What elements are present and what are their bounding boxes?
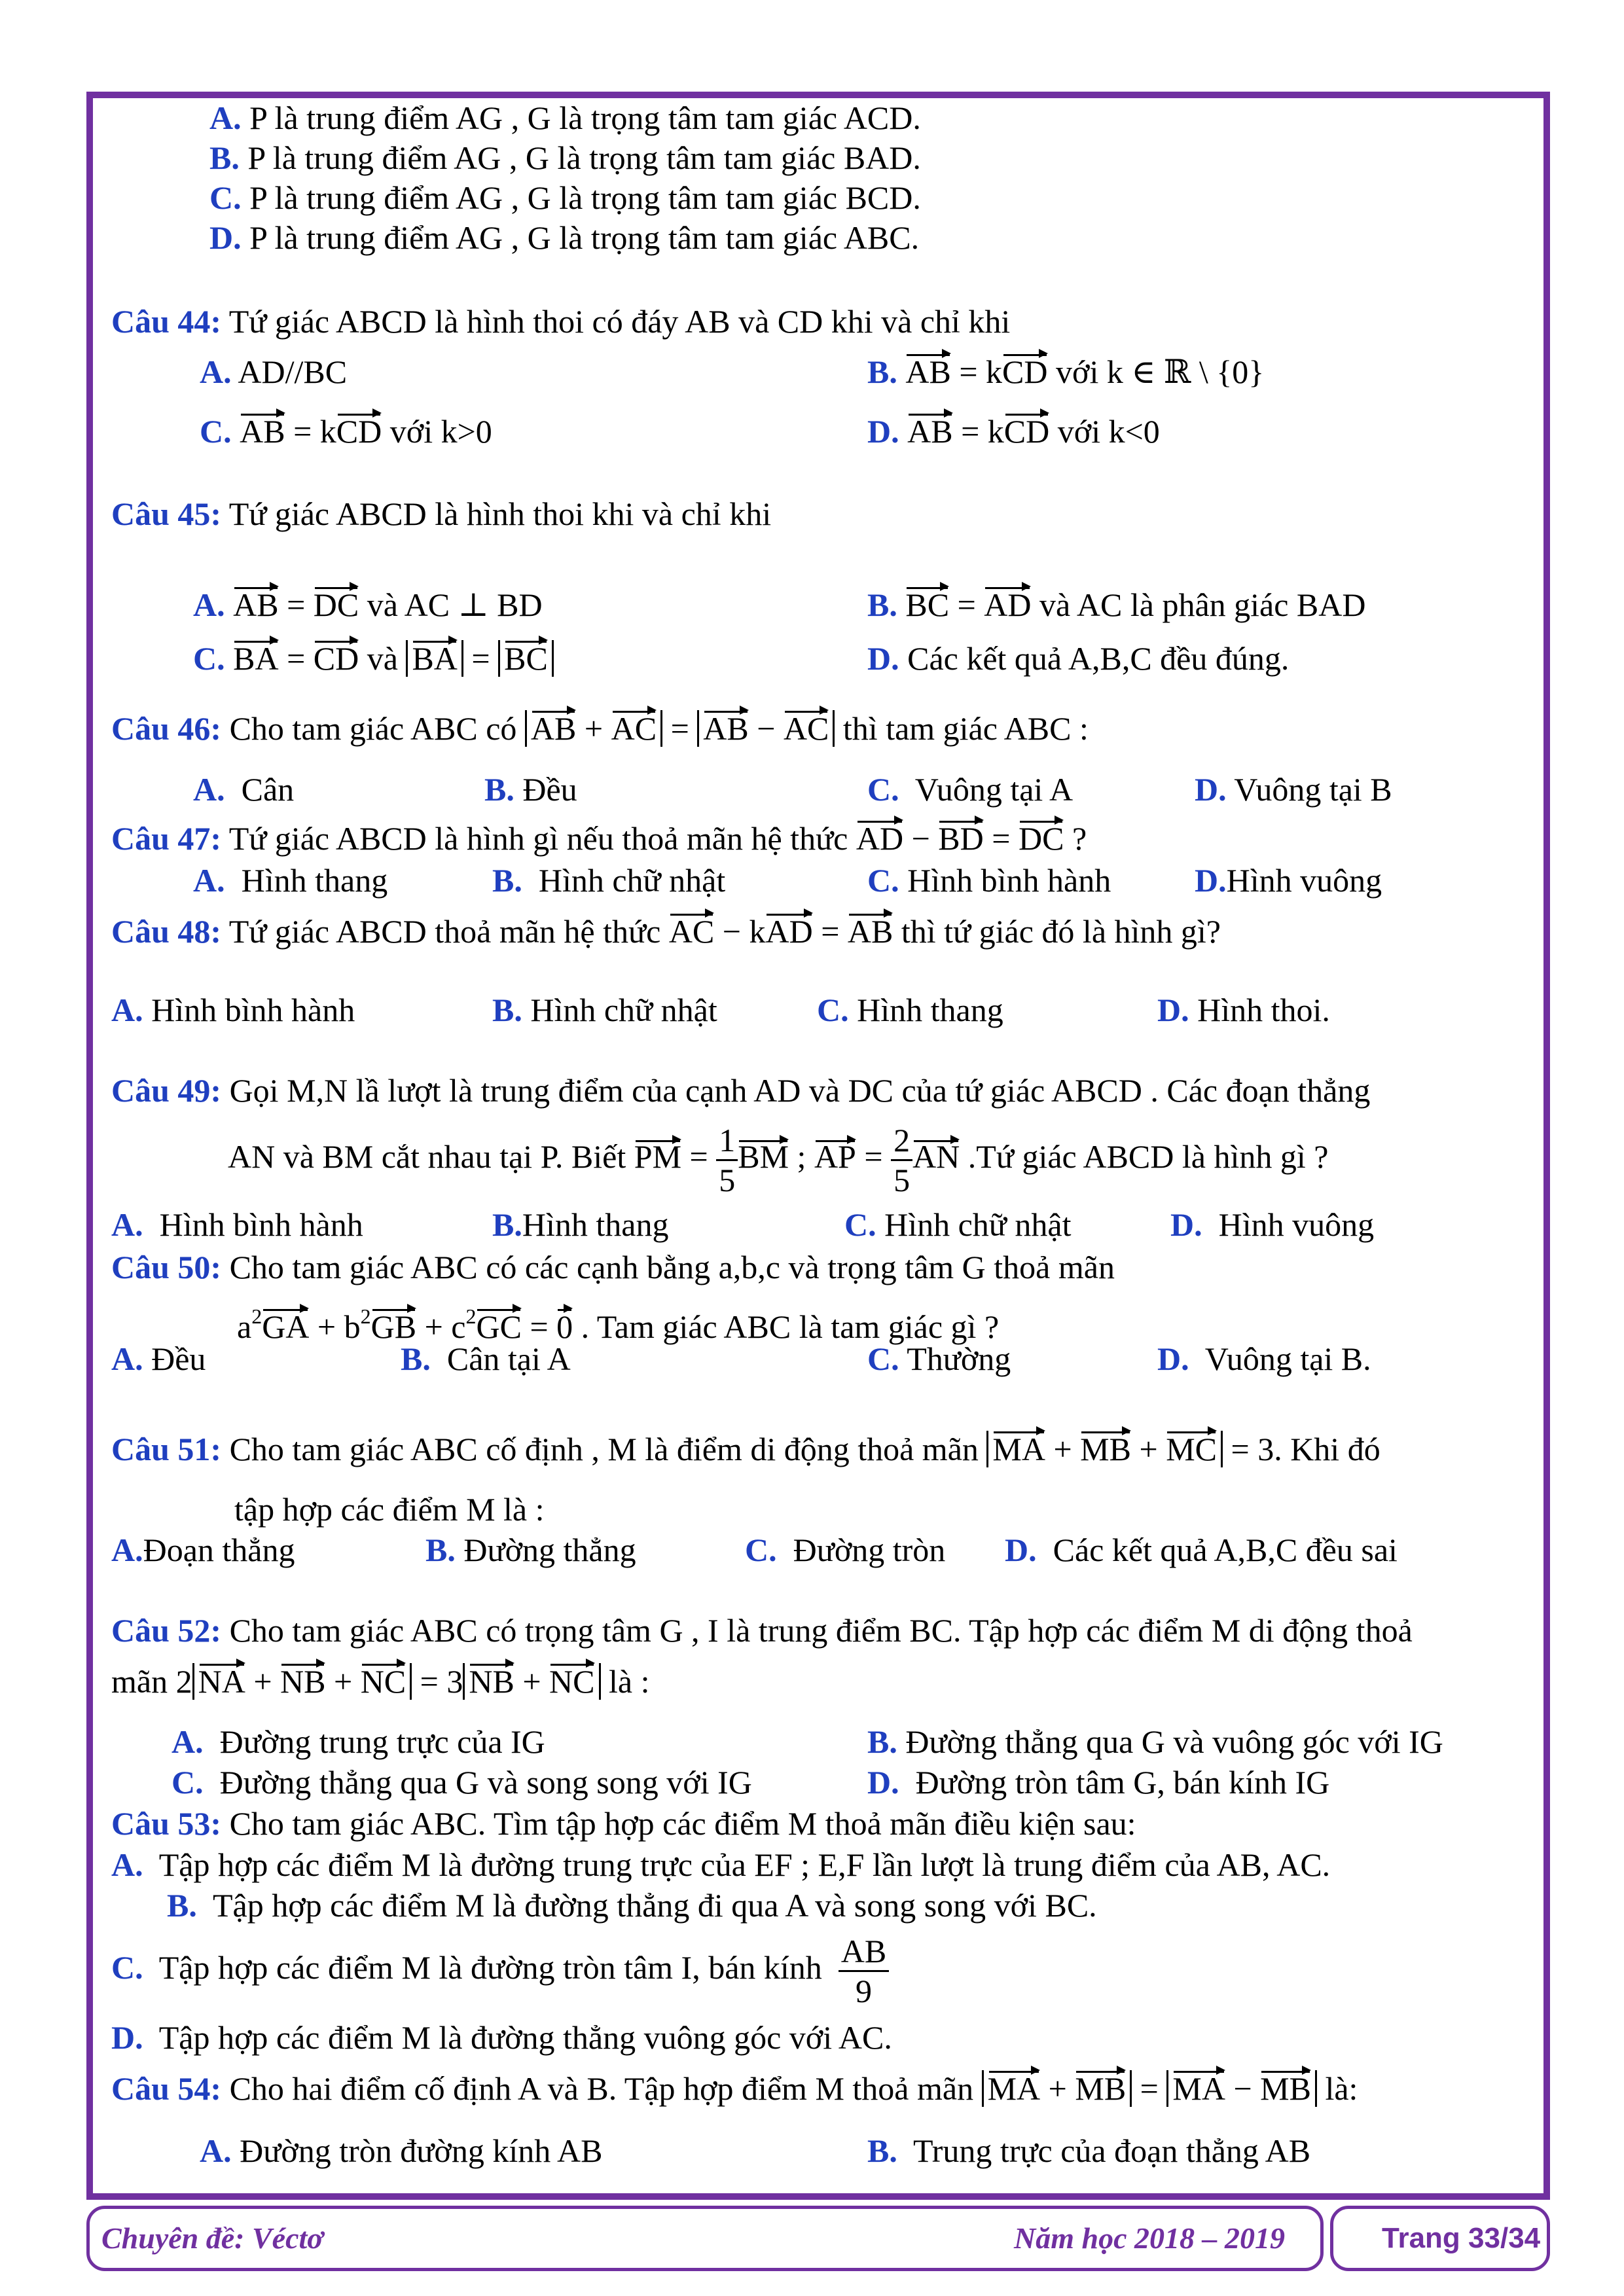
- vector: AB: [240, 411, 285, 452]
- q45-option-b: B. BC = AD và AC là phân giác BAD: [867, 584, 1366, 625]
- q54-question: Câu 54: Cho hai điểm cố định A và B. Tập hợp điểm M thoả mãn MA + MB = MA − MB là:: [111, 2068, 1358, 2109]
- abs-value: [406, 640, 463, 677]
- footer-topic-box: [86, 2206, 1324, 2271]
- vector: AB: [233, 584, 278, 625]
- q51-option-c: C. Đường tròn: [745, 1532, 946, 1568]
- footer-page-box: [1330, 2206, 1550, 2271]
- vector: AB: [703, 708, 748, 749]
- q51-question: Câu 51: Cho tam giác ABC cố định , M là điểm di động thoả mãn MA + MB + MC = 3. Khi đó: [111, 1429, 1380, 1469]
- q43-option-a: A. P là trung điểm AG , G là trọng tâm tam giác ACD.: [209, 99, 921, 136]
- q48-question: Câu 48: Tứ giác ABCD thoả mãn hệ thức AC − kAD = AB thì tứ giác đó là hình gì?: [111, 911, 1221, 952]
- q46-option-a: A. Cân: [193, 771, 295, 808]
- q46-option-c: C. Vuông tại A: [867, 771, 1074, 808]
- vector: NB: [280, 1661, 325, 1702]
- vector: NB: [469, 1661, 514, 1702]
- vector: BM: [738, 1138, 789, 1175]
- q47-option-a: A. Hình thang: [193, 862, 388, 899]
- vector: AB: [907, 411, 952, 452]
- vector: MA: [992, 1429, 1045, 1469]
- q45-option-c: C. BA = CD và BA = BC: [193, 638, 554, 679]
- q53-option-c: C. Tập hợp các điểm M là đường tròn tâm I, bán kính $\frac{AB}{9}$: [111, 1932, 889, 2010]
- q49-condition: AN và BM cắt nhau tại P. Biết PM = $\frac{1}{5}$ BM ; AP = $\frac{2}{5}$ AN .Tứ giác ABCD là hình gì ?: [228, 1122, 1329, 1198]
- q47-option-d: D.Hình vuông: [1195, 862, 1382, 899]
- q44-option-c: C. AB = kCD với k>0: [200, 411, 492, 452]
- vector: MA: [1172, 2068, 1225, 2109]
- abs-value: NB + NC: [463, 1663, 600, 1700]
- q45-option-d: D. Các kết quả A,B,C đều đúng.: [867, 640, 1290, 677]
- q51-option-d: D. Các kết quả A,B,C đều sai: [1005, 1532, 1398, 1568]
- vector: DC: [1019, 818, 1064, 859]
- vector: GB: [371, 1306, 416, 1347]
- q49-question: Câu 49: Gọi M,N lầ lượt là trung điểm của cạnh AD và DC của tứ giác ABCD . Các đoạn thẳng: [111, 1072, 1371, 1109]
- abs-value: [498, 640, 554, 677]
- vector: CD: [314, 638, 359, 679]
- vector: DC: [314, 584, 359, 625]
- q43-option-b: B. P là trung điểm AG , G là trọng tâm tam giác BAD.: [209, 139, 921, 176]
- vector: AC: [611, 708, 657, 749]
- q48-option-c: C. Hình thang: [817, 992, 1003, 1028]
- abs-value: AB − AC: [697, 710, 835, 747]
- q53-option-a: A. Tập hợp các điểm M là đường trung trực của EF ; E,F lần lượt là trung điểm của AB, AC.: [111, 1846, 1331, 1883]
- q51-option-b: B. Đường thẳng: [425, 1532, 636, 1568]
- vector: 0: [556, 1306, 573, 1347]
- q52-question: Câu 52: Cho tam giác ABC có trọng tâm G , I là trung điểm BC. Tập hợp các điểm M di động thoả: [111, 1612, 1413, 1649]
- vector: MB: [1075, 2068, 1126, 2109]
- vector: CD: [1004, 411, 1049, 452]
- vector: NC: [361, 1661, 406, 1702]
- vector: BC: [905, 584, 949, 625]
- vector: BC: [504, 638, 548, 679]
- vector: AC: [784, 708, 829, 749]
- q49-option-a: A. Hình bình hành: [111, 1206, 363, 1243]
- vector: AB: [531, 708, 576, 749]
- vector: GC: [476, 1306, 521, 1347]
- q50-option-d: D. Vuông tại B.: [1157, 1340, 1371, 1377]
- q49-option-d: D. Hình vuông: [1170, 1206, 1375, 1243]
- q46-option-d: D. Vuông tại B: [1195, 771, 1392, 808]
- q49-option-c: C. Hình chữ nhật: [844, 1206, 1072, 1243]
- vector: CD: [336, 411, 382, 452]
- vector: NC: [549, 1661, 594, 1702]
- q44-question: Câu 44: Tứ giác ABCD là hình thoi có đáy AB và CD khi và chỉ khi: [111, 303, 1011, 340]
- q48-option-b: B. Hình chữ nhật: [492, 992, 717, 1028]
- q43-option-d: D. P là trung điểm AG , G là trọng tâm tam giác ABC.: [209, 219, 920, 256]
- q53-option-b: B. Tập hợp các điểm M là đường thẳng đi qua A và song song với BC.: [167, 1887, 1097, 1924]
- vector: MC: [1166, 1429, 1217, 1469]
- vector: PM: [634, 1138, 682, 1175]
- vector: BA: [233, 638, 278, 679]
- q47-question: Câu 47: Tứ giác ABCD là hình gì nếu thoả mãn hệ thức AD − BD = DC ?: [111, 818, 1087, 859]
- q51-question-line2: tập hợp các điểm M là :: [234, 1491, 545, 1528]
- vector: CD: [1002, 351, 1047, 392]
- q53-option-d: D. Tập hợp các điểm M là đường thẳng vuông góc với AC.: [111, 2019, 892, 2056]
- q48-option-d: D. Hình thoi.: [1157, 992, 1330, 1028]
- footer-page-number: Trang 33/34: [1382, 2222, 1541, 2254]
- q52-question-line2: mãn 2 NA + NB + NC = 3 NB + NC là :: [111, 1661, 649, 1702]
- q52-option-d: D. Đường tròn tâm G, bán kính IG: [867, 1764, 1330, 1801]
- q52-option-b: B. Đường thẳng qua G và vuông góc với IG: [867, 1723, 1443, 1760]
- vector: BA: [412, 638, 457, 679]
- vector: AC: [669, 911, 714, 952]
- vector: AD: [765, 911, 812, 952]
- q54-option-a: A. Đường tròn đường kính AB: [200, 2132, 603, 2169]
- vector: AN: [912, 1138, 960, 1175]
- vector: GA: [262, 1306, 309, 1347]
- q43-option-c: C. P là trung điểm AG , G là trọng tâm tam giác BCD.: [209, 179, 921, 216]
- q48-option-a: A. Hình bình hành: [111, 992, 355, 1028]
- q52-option-c: C. Đường thẳng qua G và song song với IG: [171, 1764, 752, 1801]
- q46-option-b: B. Đều: [484, 771, 577, 808]
- q44-option-b: B. AB = kCD với k ∈ ℝ \ {0}: [867, 351, 1264, 392]
- q45-question: Câu 45: Tứ giác ABCD là hình thoi khi và chỉ khi: [111, 495, 772, 532]
- q50-question: Câu 50: Cho tam giác ABC có các cạnh bằng a,b,c và trọng tâm G thoả mãn: [111, 1249, 1115, 1285]
- vector: AD: [984, 584, 1031, 625]
- vector: MA: [988, 2068, 1041, 2109]
- fraction: $\frac{1}{5}$: [716, 1121, 738, 1199]
- vector: NA: [198, 1661, 245, 1702]
- vector: AD: [856, 818, 903, 859]
- q46-question: Câu 46: Cho tam giác ABC có AB + AC = AB − AC thì tam giác ABC :: [111, 708, 1089, 749]
- abs-value: NA + NB + NC: [192, 1663, 412, 1700]
- q52-option-a: A. Đường trung trực của IG: [171, 1723, 545, 1760]
- footer-topic: Chuyên đề: Véctơ: [101, 2221, 323, 2255]
- q44-option-d: D. AB = kCD với k<0: [867, 411, 1160, 452]
- q50-option-c: C. Thường: [867, 1340, 1011, 1377]
- vector: MB: [1080, 1429, 1131, 1469]
- abs-value: MA + MB + MC: [986, 1431, 1223, 1467]
- abs-value: AB + AC: [525, 710, 662, 747]
- vector: BD: [938, 818, 983, 859]
- abs-value: MA − MB: [1166, 2070, 1317, 2107]
- q54-option-b: B. Trung trực của đoạn thẳng AB: [867, 2132, 1311, 2169]
- abs-value: MA + MB: [982, 2070, 1132, 2107]
- vector: AP: [814, 1138, 856, 1175]
- vector: AB: [848, 911, 893, 952]
- fraction: $\frac{2}{5}$: [891, 1121, 912, 1199]
- q53-question: Câu 53: Cho tam giác ABC. Tìm tập hợp các điểm M thoả mãn điều kiện sau:: [111, 1805, 1136, 1842]
- q44-option-a: A. AD//BC: [200, 353, 348, 390]
- q47-option-b: B. Hình chữ nhật: [492, 862, 726, 899]
- vector: AB: [905, 351, 950, 392]
- q45-option-a: A. AB = DC và AC ⊥ BD: [193, 584, 543, 625]
- q50-option-a: A. Đều: [111, 1340, 206, 1377]
- footer-year: Năm học 2018 – 2019: [1014, 2221, 1285, 2255]
- fraction: $\frac{AB}{9}$: [839, 1932, 889, 2010]
- q51-option-a: A.Đoạn thẳng: [111, 1532, 295, 1568]
- q49-option-b: B.Hình thang: [492, 1206, 669, 1243]
- vector: MB: [1260, 2068, 1311, 2109]
- q50-option-b: B. Cân tại A: [401, 1340, 571, 1377]
- q50-condition: $a^2GA + b^2GB + c^2GC = 0$ . Tam giác ABC là tam giác gì ?: [237, 1296, 999, 1347]
- q47-option-c: C. Hình bình hành: [867, 862, 1111, 899]
